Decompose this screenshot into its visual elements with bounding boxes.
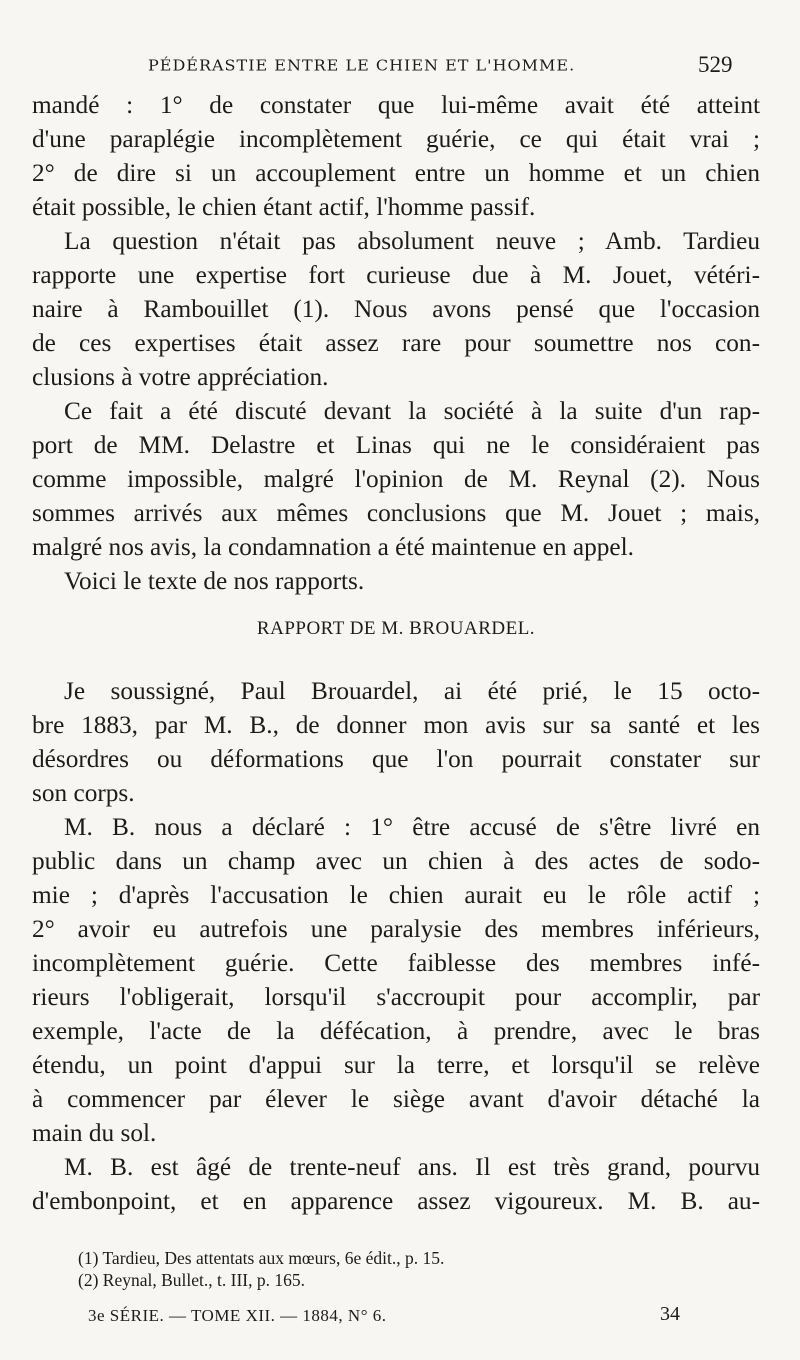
text-line: public dans un champ avec un chien à des actes de sodo- <box>32 847 760 875</box>
text-line: clusions à votre appréciation. <box>32 363 329 391</box>
text-line: 2° de dire si un accouplement entre un homme et un chien <box>32 159 760 187</box>
text-line: main du sol. <box>32 1119 157 1147</box>
text-line: La question n'était pas absolument neuve ; Amb. Tardieu <box>64 227 760 255</box>
text-line: d'une paraplégie incomplètement guérie, ce qui était vrai ; <box>32 125 760 153</box>
text-line: mie ; d'après l'accusation le chien aurait eu le rôle actif ; <box>32 881 760 909</box>
text-line: mandé : 1° de constater que lui-même avait été atteint <box>32 91 760 119</box>
text-line: comme impossible, malgré l'opinion de M. Reynal (2). Nous <box>32 465 760 493</box>
text-line: de ces expertises était assez rare pour soumettre nos con- <box>32 329 760 357</box>
text-line: désordres ou déformations que l'on pourrait constater sur <box>32 745 760 773</box>
text-line: rieurs l'obligerait, lorsqu'il s'accroupit pour accomplir, par <box>32 983 760 1011</box>
page-footer <box>0 1303 800 1329</box>
text-line: bre 1883, par M. B., de donner mon avis sur sa santé et les <box>32 711 760 739</box>
text-line: rapporte une expertise fort curieuse due à M. Jouet, vétéri- <box>32 261 760 289</box>
signature-mark: 34 <box>660 1303 680 1325</box>
text-line: naire à Rambouillet (1). Nous avons pensé que l'occasion <box>32 295 760 323</box>
text-line: Voici le texte de nos rapports. <box>64 567 365 595</box>
text-line: exemple, l'acte de la défécation, à prendre, avec le bras <box>32 1017 760 1045</box>
text-line: malgré nos avis, la condamnation a été maintenue en appel. <box>32 533 634 561</box>
text-line: M. B. nous a déclaré : 1° être accusé de s'être livré en <box>64 813 760 841</box>
running-head <box>0 52 800 78</box>
text-line: incomplètement guérie. Cette faiblesse des membres infé- <box>32 949 760 977</box>
text-line: était possible, le chien étant actif, l'homme passif. <box>32 193 536 221</box>
body-text <box>32 88 760 1218</box>
series-line: 3e SÉRIE. — TOME XII. — 1884, N° 6. <box>88 1306 387 1325</box>
text-line: Je soussigné, Paul Brouardel, ai été prié, le 15 octo- <box>64 677 760 705</box>
footnotes <box>78 1247 758 1291</box>
text-line: étendu, un point d'appui sur la terre, et lorsqu'il se relève <box>32 1051 760 1079</box>
text-line: Ce fait a été discuté devant la société à la suite d'un rap- <box>64 397 760 425</box>
running-title: PÉDÉRASTIE ENTRE LE CHIEN ET L'HOMME. <box>148 56 576 75</box>
page-number: 529 <box>698 52 733 77</box>
text-line: d'embonpoint, et en apparence assez vigoureux. M. B. au- <box>32 1187 760 1215</box>
text-line: port de MM. Delastre et Linas qui ne le considéraient pas <box>32 431 760 459</box>
text-line: 2° avoir eu autrefois une paralysie des membres inférieurs, <box>32 915 760 943</box>
report-title: RAPPORT DE M. BROUARDEL. <box>256 618 536 639</box>
text-line: à commencer par élever le siège avant d'avoir détaché la <box>32 1085 760 1113</box>
text-line: son corps. <box>32 779 135 807</box>
text-line: sommes arrivés aux mêmes conclusions que M. Jouet ; mais, <box>32 499 760 527</box>
footnote: (1) Tardieu, Des attentats aux mœurs, 6e édit., p. 15. <box>78 1248 445 1268</box>
footnote: (2) Reynal, Bullet., t. III, p. 165. <box>78 1270 305 1290</box>
text-line: M. B. est âgé de trente-neuf ans. Il est très grand, pourvu <box>64 1153 760 1181</box>
